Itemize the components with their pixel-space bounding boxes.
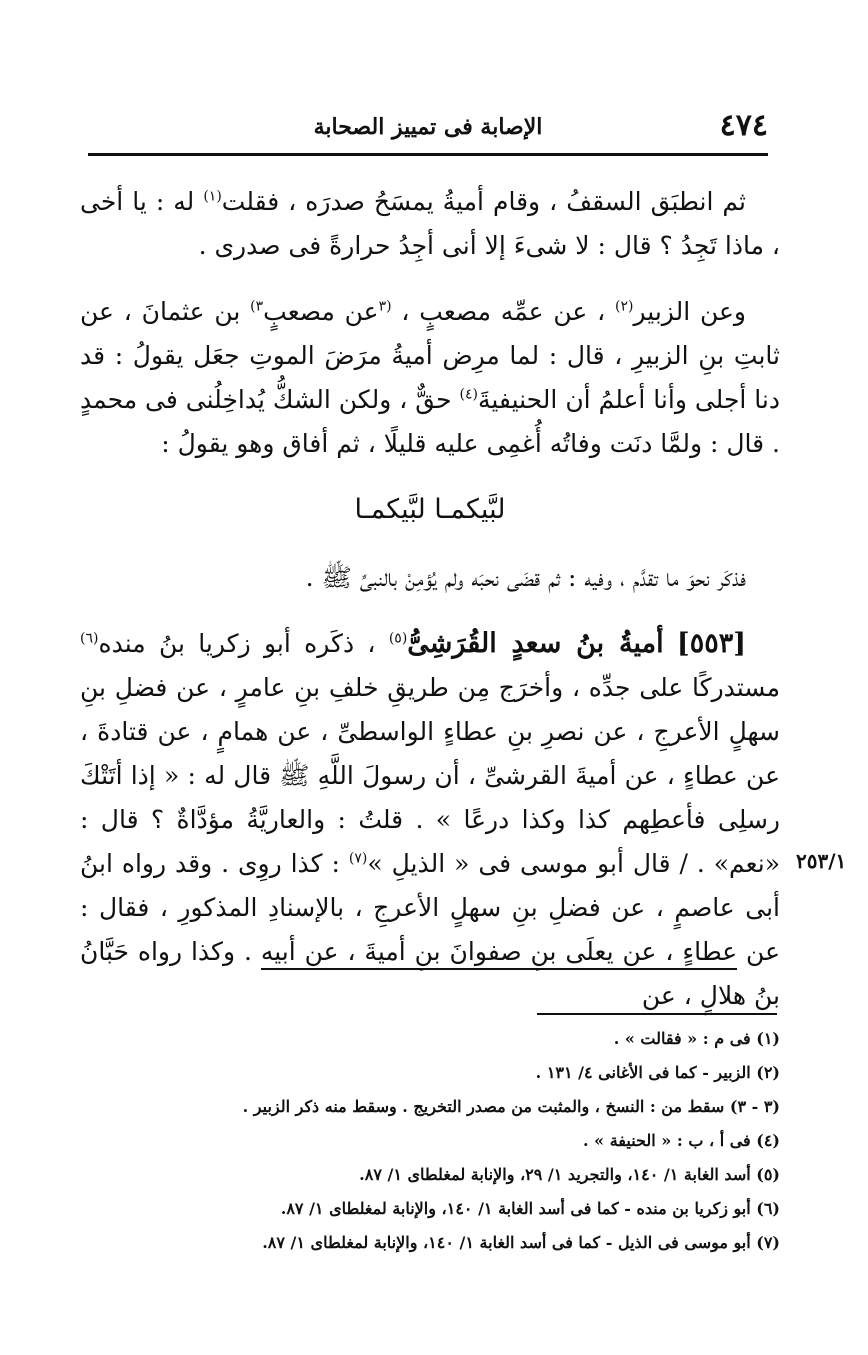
footnote: (٢) الزبير - كما فى الأغانى ٤/ ١٣١ . [535, 1063, 780, 1082]
footnote: (١) فى م : « فقالت » . [613, 1029, 780, 1048]
footnote: (٥) أسد الغابة ١/ ١٤٠، والتجريد ١/ ٢٩، والإنابة لمغلطاى ١/ ٨٧. [359, 1165, 780, 1184]
text-run: ، ذكَره أبو زكريا بنُ منده [98, 629, 389, 658]
footnote: (٦) أبو زكريا بن منده - كما فى أسد الغابة ١/ ١٤٠، والإنابة لمغلطاى ١/ ٨٧. [280, 1199, 780, 1218]
text-run: حقٌّ ، ولكن الشكُّ يُداخِلُنى فى محمدٍ . قال : ولمَّا دنَت وفاتُه أُغمِى عليه قليلًا ، ثم أفاق وهو يقولُ : [80, 385, 780, 458]
text-run: له : يا أخى ، ماذا تَجِدُ ؟ قال : لا شىءَ إلا أنى أجِدُ حرارةً فى صدرى . [80, 187, 780, 260]
footnote-ref: (٦) [80, 630, 99, 647]
footnote: (٤) فى أ ، ب : « الحنيفة » . [583, 1131, 780, 1150]
paragraph-2 [80, 290, 780, 466]
underlined-text: عطاءٍ ، عن يعلَى بنِ صفوانَ بنِ أميةَ ، عن أبيه [261, 937, 737, 970]
footnote-ref: (٢) [615, 298, 634, 315]
footnote-ref: ٣) [250, 298, 264, 315]
text-run: فذكَر نحوَ ما تقدَّم ، وفيه : ثم قضَى نحبَه ولم يُؤمِنْ بالنبىِّ ﷺ . [305, 563, 746, 592]
text-run: : كذا روِى . وقد رواه ابنُ أبى عاصمٍ ، عن فضلِ بنِ سهلٍ الأعرجِ ، بالإسنادِ المذكورِ ، فقال : عن [80, 849, 780, 966]
text-run: ، عن عمِّه مصعبٍ ، [391, 297, 616, 326]
text-run: مستدركًا على جدِّه ، وأخرَج مِن طريقِ خلفِ بنِ عامرٍ ، عن فضلِ بنِ سهلٍ الأعرجِ ، عن نصرِ بنِ عطاءٍ الواسطىِّ ، عن همامٍ ، عن قتادةَ ، عن عطاءٍ ، عن أميةَ القرشىِّ ، أن رسولَ اللَّهِ ﷺ قال له : « إذا أتَتْكَ رسلِى فأعطِهم كذا وكذا درعًا » . قلتُ : والعاريَّةُ مؤدَّاةٌ ؟ قال : «نعم» . / قال أبو موسى فى « الذيلِ » [80, 673, 780, 878]
text-run: ثم انطبَق السقفُ ، وقام أميةُ يمسَحُ صدرَه ، فقلت [221, 187, 747, 216]
main-text [80, 180, 780, 1040]
paragraph-3 [80, 556, 780, 600]
paragraph-1 [80, 180, 780, 268]
text-run: عن مصعبٍ [263, 297, 379, 326]
footnote-ref: (٧) [348, 850, 368, 867]
entry-name: أميةُ بنُ سعدٍ القُرَشِىُّ [407, 628, 664, 659]
page-number: ٤٧٤ [719, 108, 768, 143]
footnote: (٧) أبو موسى فى الذيل - كما فى أسد الغابة ١/ ١٤٠، والإنابة لمغلطاى ١/ ٨٧. [262, 1233, 780, 1252]
verse-line: لبَّيكمـا لبَّيكمـا [354, 494, 506, 525]
footnotes [120, 1022, 780, 1260]
footnote-ref: (٤) [459, 386, 478, 403]
margin-reference: ٢٥٣/١ [796, 849, 847, 873]
running-title: الإصابة فى تمييز الصحابة [313, 114, 543, 140]
footnote-ref: (٥) [388, 630, 408, 647]
footnote-rule [537, 1013, 777, 1015]
text-run: بن عثمانَ ، عن ثابتِ بنِ الزبيرِ ، قال : لما مرِض أميةُ مرَضَ الموتِ جعَل يقولُ : قد دنا أجلى وأنا أعلمُ أن الحنيفيةَ [80, 297, 781, 414]
header-rule [88, 153, 768, 156]
footnote-ref: (٣ [378, 298, 392, 315]
page-header [88, 104, 768, 148]
text-run: . وكذا رواه حَبَّانُ بنُ هلالٍ ، عن [80, 937, 780, 1010]
footnote-ref: (١) [203, 188, 222, 205]
footnote: (٣ - ٣) سقط من : النسخ ، والمثبت من مصدر التخريج . وسقط منه ذكر الزبير . [242, 1097, 780, 1116]
text-run: وعن الزبير [633, 297, 747, 326]
entry-553 [80, 622, 780, 1018]
entry-number: [٥٥٣] [676, 628, 746, 659]
